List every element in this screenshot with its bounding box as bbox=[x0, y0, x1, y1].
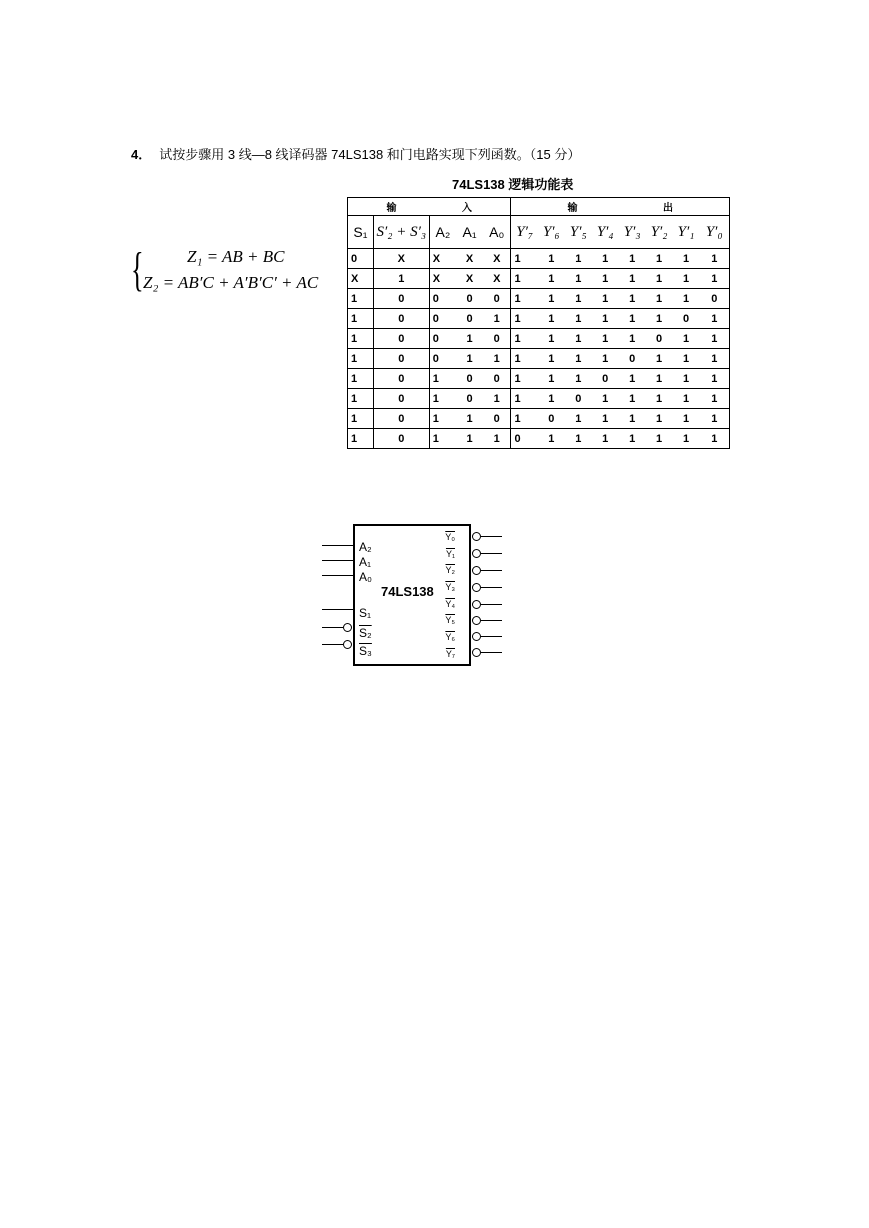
equation-system bbox=[131, 244, 341, 300]
table-cell: 1 bbox=[511, 309, 538, 329]
table-cell: 0 bbox=[592, 369, 619, 389]
table-row bbox=[348, 309, 730, 329]
wire-s1 bbox=[322, 609, 353, 610]
col-a2: A₂ bbox=[429, 216, 456, 249]
table-cell: 1 bbox=[673, 429, 700, 449]
table-cell: 1 bbox=[565, 269, 592, 289]
table-cell: 1 bbox=[619, 329, 646, 349]
table-cell: 1 bbox=[646, 369, 673, 389]
question-number: 4． bbox=[131, 147, 152, 162]
table-cell: 1 bbox=[483, 309, 511, 329]
table-title: 74LS138 逻辑功能表 bbox=[452, 177, 574, 192]
wire-a1 bbox=[322, 560, 353, 561]
col-y7: Y′₇ bbox=[511, 216, 538, 249]
table-row bbox=[348, 429, 730, 449]
table-cell: 0 bbox=[373, 309, 429, 329]
col-y4: Y′₄ bbox=[592, 216, 619, 249]
table-cell: 1 bbox=[592, 289, 619, 309]
wire-y3 bbox=[481, 587, 502, 588]
table-cell: 0 bbox=[456, 289, 483, 309]
col-y5: Y′₅ bbox=[565, 216, 592, 249]
bubble-y2 bbox=[472, 566, 481, 575]
table-cell: 0 bbox=[565, 389, 592, 409]
table-cell: 0 bbox=[373, 349, 429, 369]
table-cell: 1 bbox=[673, 269, 700, 289]
table-cell: 0 bbox=[429, 289, 456, 309]
table-cell: 1 bbox=[700, 389, 730, 409]
table-cell: 0 bbox=[373, 369, 429, 389]
wire-y1 bbox=[481, 553, 502, 554]
wire-y7 bbox=[481, 652, 502, 653]
table-cell: 1 bbox=[373, 269, 429, 289]
table-cell: 1 bbox=[511, 409, 538, 429]
table-cell: 1 bbox=[538, 349, 565, 369]
table-cell: 1 bbox=[565, 329, 592, 349]
col-y1: Y′₁ bbox=[673, 216, 700, 249]
table-cell: 1 bbox=[592, 309, 619, 329]
bubble-y6 bbox=[472, 632, 481, 641]
wire-a2 bbox=[322, 545, 353, 546]
table-cell: 0 bbox=[700, 289, 730, 309]
table-cell: 1 bbox=[538, 389, 565, 409]
table-cell: 0 bbox=[373, 409, 429, 429]
table-cell: 1 bbox=[456, 429, 483, 449]
table-cell: 0 bbox=[511, 429, 538, 449]
table-cell: 0 bbox=[646, 329, 673, 349]
table-cell: 1 bbox=[565, 289, 592, 309]
table-cell: 1 bbox=[700, 349, 730, 369]
table-cell: 1 bbox=[619, 429, 646, 449]
table-cell: 1 bbox=[700, 329, 730, 349]
pin-y4: Y₄ bbox=[445, 599, 455, 609]
table-cell: 1 bbox=[700, 409, 730, 429]
chip-body bbox=[353, 524, 471, 666]
table-cell: 1 bbox=[348, 349, 374, 369]
table-cell: 1 bbox=[565, 349, 592, 369]
table-cell: 1 bbox=[592, 429, 619, 449]
table-cell: 0 bbox=[373, 289, 429, 309]
table-cell: 1 bbox=[565, 249, 592, 269]
table-cell: 1 bbox=[565, 369, 592, 389]
table-cell: 1 bbox=[429, 389, 456, 409]
table-row bbox=[348, 269, 730, 289]
table-cell: 1 bbox=[483, 389, 511, 409]
wire-y0 bbox=[481, 536, 502, 537]
table-cell: 0 bbox=[429, 349, 456, 369]
wire-y6 bbox=[481, 636, 502, 637]
col-s1: S₁ bbox=[348, 216, 374, 249]
table-cell: 0 bbox=[619, 349, 646, 369]
group-header-row bbox=[348, 198, 730, 216]
table-cell: 1 bbox=[592, 409, 619, 429]
table-cell: 1 bbox=[456, 329, 483, 349]
table-cell: 1 bbox=[456, 349, 483, 369]
pin-a1: A₁ bbox=[359, 555, 372, 569]
table-cell: 0 bbox=[483, 409, 511, 429]
equation-z1: Z₁ = AB + BC bbox=[187, 247, 285, 266]
table-row bbox=[348, 409, 730, 429]
table-cell: 1 bbox=[700, 269, 730, 289]
table-cell: X bbox=[429, 249, 456, 269]
table-cell: 1 bbox=[348, 329, 374, 349]
col-y6: Y′₆ bbox=[538, 216, 565, 249]
table-cell: 1 bbox=[700, 369, 730, 389]
table-cell: 1 bbox=[673, 329, 700, 349]
table-cell: 1 bbox=[511, 349, 538, 369]
table-cell: 1 bbox=[700, 429, 730, 449]
table-cell: 1 bbox=[348, 429, 374, 449]
pin-y2: Y₂ bbox=[445, 565, 455, 575]
table-cell: 1 bbox=[619, 309, 646, 329]
wire-s3 bbox=[322, 644, 343, 645]
table-cell: 0 bbox=[456, 309, 483, 329]
table-cell: 0 bbox=[456, 369, 483, 389]
table-cell: 1 bbox=[565, 309, 592, 329]
column-header-row bbox=[348, 216, 730, 249]
table-cell: 1 bbox=[673, 349, 700, 369]
table-cell: 1 bbox=[619, 269, 646, 289]
table-cell: 1 bbox=[565, 409, 592, 429]
table-cell: 1 bbox=[646, 429, 673, 449]
table-cell: 1 bbox=[538, 269, 565, 289]
pin-y5: Y₅ bbox=[445, 615, 455, 625]
chip-name: 74LS138 bbox=[381, 584, 434, 599]
table-cell: 1 bbox=[511, 369, 538, 389]
bubble-s3 bbox=[343, 640, 352, 649]
table-cell: 1 bbox=[511, 329, 538, 349]
table-row bbox=[348, 389, 730, 409]
table-cell: 1 bbox=[538, 309, 565, 329]
table-cell: 0 bbox=[483, 289, 511, 309]
bubble-y1 bbox=[472, 549, 481, 558]
col-y2: Y′₂ bbox=[646, 216, 673, 249]
table-cell: 0 bbox=[483, 329, 511, 349]
table-cell: 1 bbox=[429, 429, 456, 449]
equation-z2: Z₂ = AB′C + A′B′C′ + AC bbox=[143, 273, 319, 292]
table-cell: 1 bbox=[511, 389, 538, 409]
table-cell: 1 bbox=[538, 429, 565, 449]
table-cell: 0 bbox=[429, 309, 456, 329]
table-cell: 0 bbox=[483, 369, 511, 389]
group-output-header: 输 出 bbox=[511, 198, 730, 216]
table-cell: 1 bbox=[456, 409, 483, 429]
table-cell: 1 bbox=[619, 289, 646, 309]
table-cell: 1 bbox=[646, 309, 673, 329]
col-s23: S′₂ + S′₃ bbox=[373, 216, 429, 249]
table-cell: 1 bbox=[483, 429, 511, 449]
bubble-s2 bbox=[343, 623, 352, 632]
pin-a0: A₀ bbox=[359, 570, 372, 584]
question bbox=[131, 144, 580, 163]
pin-y0: Y₀ bbox=[445, 532, 455, 542]
table-cell: 1 bbox=[646, 249, 673, 269]
wire-s2 bbox=[322, 627, 343, 628]
table-cell: 1 bbox=[619, 389, 646, 409]
table-cell: X bbox=[456, 249, 483, 269]
bubble-y4 bbox=[472, 600, 481, 609]
table-cell: 1 bbox=[646, 389, 673, 409]
bubble-y0 bbox=[472, 532, 481, 541]
table-cell: 1 bbox=[511, 249, 538, 269]
table-cell: X bbox=[348, 269, 374, 289]
table-cell: 1 bbox=[673, 389, 700, 409]
wire-y5 bbox=[481, 620, 502, 621]
table-row bbox=[348, 349, 730, 369]
table-cell: X bbox=[373, 249, 429, 269]
table-row bbox=[348, 289, 730, 309]
table-cell: 0 bbox=[348, 249, 374, 269]
bubble-y7 bbox=[472, 648, 481, 657]
truth-table-body bbox=[348, 249, 730, 449]
table-cell: 1 bbox=[673, 289, 700, 309]
pin-y6: Y₆ bbox=[445, 632, 455, 642]
col-a1: A₁ bbox=[456, 216, 483, 249]
table-cell: 1 bbox=[619, 249, 646, 269]
table-cell: 1 bbox=[565, 429, 592, 449]
table-cell: 0 bbox=[456, 389, 483, 409]
table-cell: 1 bbox=[538, 329, 565, 349]
truth-table bbox=[347, 197, 730, 449]
pin-y3: Y₃ bbox=[445, 582, 455, 592]
group-input-header: 输 入 bbox=[348, 198, 511, 216]
table-cell: 1 bbox=[348, 409, 374, 429]
table-cell: 1 bbox=[700, 309, 730, 329]
table-cell: 1 bbox=[592, 349, 619, 369]
bubble-y5 bbox=[472, 616, 481, 625]
table-cell: 1 bbox=[673, 409, 700, 429]
pin-s2: S₂ bbox=[359, 626, 372, 640]
question-text: 试按步骤用 3 线—8 线译码器 74LS138 和门电路实现下列函数。（15 分） bbox=[159, 147, 581, 162]
table-cell: X bbox=[456, 269, 483, 289]
table-cell: 0 bbox=[373, 429, 429, 449]
wire-y2 bbox=[481, 570, 502, 571]
col-a0: A₀ bbox=[483, 216, 511, 249]
table-row bbox=[348, 329, 730, 349]
table-cell: 1 bbox=[511, 269, 538, 289]
pin-a2: A₂ bbox=[359, 540, 372, 554]
table-cell: 0 bbox=[373, 329, 429, 349]
table-cell: 1 bbox=[646, 349, 673, 369]
wire-y4 bbox=[481, 604, 502, 605]
table-cell: 1 bbox=[538, 249, 565, 269]
table-cell: X bbox=[483, 249, 511, 269]
table-cell: 1 bbox=[592, 269, 619, 289]
table-cell: 1 bbox=[619, 409, 646, 429]
table-cell: 1 bbox=[511, 289, 538, 309]
table-cell: 1 bbox=[348, 369, 374, 389]
col-y0: Y′₀ bbox=[700, 216, 730, 249]
table-cell: 0 bbox=[538, 409, 565, 429]
table-row bbox=[348, 249, 730, 269]
bubble-y3 bbox=[472, 583, 481, 592]
pin-s3: S₃ bbox=[359, 644, 372, 658]
table-cell: 1 bbox=[619, 369, 646, 389]
pin-y1: Y₁ bbox=[445, 549, 455, 559]
wire-a0 bbox=[322, 575, 353, 576]
table-cell: 0 bbox=[373, 389, 429, 409]
table-cell: 1 bbox=[538, 369, 565, 389]
table-cell: 1 bbox=[673, 249, 700, 269]
brace-symbol: { bbox=[131, 243, 144, 296]
table-cell: X bbox=[429, 269, 456, 289]
table-cell: 1 bbox=[700, 249, 730, 269]
table-cell: 1 bbox=[483, 349, 511, 369]
table-cell: 1 bbox=[646, 409, 673, 429]
table-cell: 1 bbox=[429, 409, 456, 429]
table-cell: 1 bbox=[348, 389, 374, 409]
pin-y7: Y₇ bbox=[445, 649, 455, 659]
col-y3: Y′₃ bbox=[619, 216, 646, 249]
pin-s1: S₁ bbox=[359, 606, 372, 620]
table-cell: 1 bbox=[673, 369, 700, 389]
table-cell: 1 bbox=[348, 289, 374, 309]
table-cell: 1 bbox=[646, 269, 673, 289]
table-cell: 1 bbox=[348, 309, 374, 329]
table-cell: 1 bbox=[592, 249, 619, 269]
table-cell: 1 bbox=[592, 329, 619, 349]
table-cell: 0 bbox=[429, 329, 456, 349]
table-cell: 1 bbox=[592, 389, 619, 409]
table-cell: 1 bbox=[646, 289, 673, 309]
table-cell: X bbox=[483, 269, 511, 289]
table-cell: 1 bbox=[429, 369, 456, 389]
table-cell: 1 bbox=[538, 289, 565, 309]
table-cell: 0 bbox=[673, 309, 700, 329]
table-row bbox=[348, 369, 730, 389]
